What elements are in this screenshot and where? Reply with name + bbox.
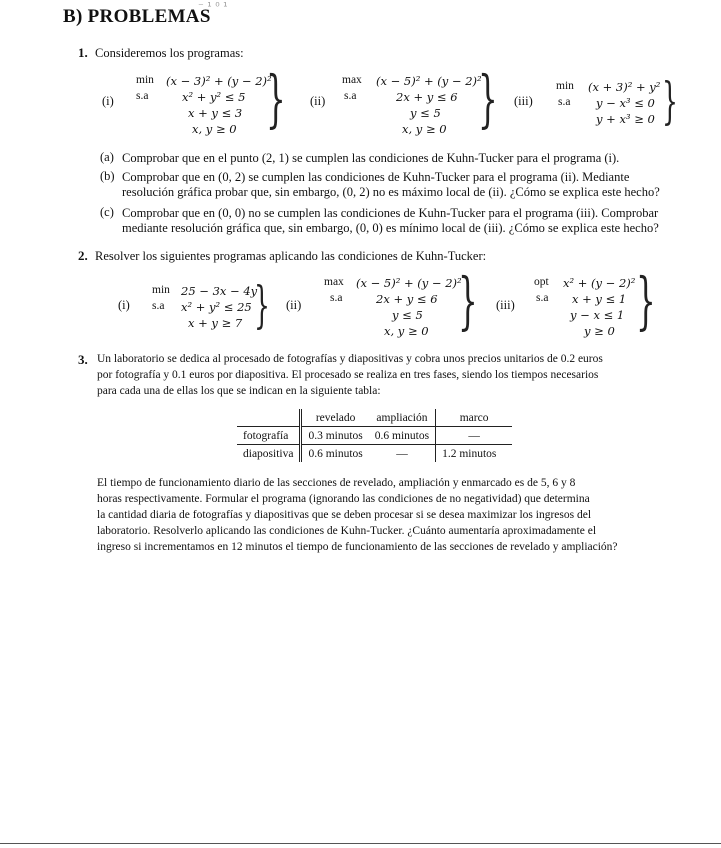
- p1-ii-objective: (x − 5)² + (y − 2)²: [376, 74, 482, 88]
- p1-iii-brace-icon: }: [662, 72, 678, 130]
- table-header-row: [237, 409, 512, 427]
- p1-iii-constraint-1: y − x³ ≤ 0: [596, 96, 655, 110]
- problem-3-number: 3.: [78, 352, 88, 367]
- table-cell: 0.6 minutos: [374, 429, 430, 442]
- p2-i-kw-1: s.a: [152, 300, 165, 312]
- p3-text-line-2: por fotografía y 0.1 euros por diapositiva. El procesado se realiza en tres fases, siendo los tiempos necesarios: [97, 369, 599, 381]
- p1-i-objective: (x − 3)² + (y − 2)²: [166, 74, 272, 88]
- p3-text2-line-3: la cantidad diaria de fotografías y diapositivas que se deben procesar si se desea maximizar los ingresos del: [97, 509, 592, 521]
- table-row-label: diapositiva: [237, 445, 301, 463]
- p2-ii-brace-icon: }: [458, 264, 478, 337]
- p1-program-iii-label: (iii): [514, 94, 533, 108]
- p2-iii-objective: x² + (y − 2)²: [563, 276, 636, 290]
- p1-program-i-label: (i): [102, 94, 114, 108]
- times-table: [237, 409, 512, 462]
- p1-i-kw-0: min: [136, 74, 154, 86]
- p1-ii-kw-0: max: [342, 74, 362, 86]
- table-cell: —: [436, 427, 513, 445]
- p2-program-iii-label: (iii): [496, 298, 515, 312]
- p1-i-kw-1: s.a: [136, 90, 149, 102]
- p1-ii-constraint-1: 2x + y ≤ 6: [396, 90, 458, 104]
- p1-i-constraint-3: x, y ≥ 0: [192, 122, 237, 136]
- p3-text2-line-1: El tiempo de funcionamiento diario de las secciones de revelado, ampliación y enmarcado es de 5, 6 y 8: [97, 477, 576, 489]
- p2-i-brace-icon: }: [254, 276, 270, 334]
- table-row: [237, 445, 512, 463]
- p1-item-a-label: (a): [100, 150, 114, 164]
- p1-item-a-text: Comprobar que en el punto (2, 1) se cumplen las condiciones de Kuhn-Tucker para el programa (i).: [122, 151, 620, 165]
- table-corner: [237, 409, 301, 427]
- p3-text2-line-5: ingreso si incrementamos en 12 minutos el tiempo de funcionamiento de las secciones de revelado y ampliación?: [97, 541, 618, 553]
- p1-iii-kw-0: min: [556, 80, 574, 92]
- p1-item-c-label: (c): [100, 205, 114, 219]
- problem-2-number: 2.: [78, 248, 88, 263]
- p2-ii-kw-0: max: [324, 276, 344, 288]
- table-header-revelado: revelado: [315, 411, 356, 424]
- p2-iii-kw-1: s.a: [536, 292, 549, 304]
- p1-ii-brace-icon: }: [478, 62, 498, 135]
- table-cell: —: [396, 447, 408, 460]
- p2-iii-constraint-2: y − x ≤ 1: [570, 308, 625, 322]
- p1-iii-objective: (x + 3)² + y²: [588, 80, 661, 94]
- table-cell: 1.2 minutos: [436, 445, 513, 463]
- p3-text-line-1: Un laboratorio se dedica al procesado de fotografías y diapositivas y cobra unos precios unitarios de 0.2 euros: [97, 353, 603, 365]
- p2-program-ii-label: (ii): [286, 298, 302, 312]
- p1-item-b-label: (b): [100, 169, 115, 183]
- p3-text2-line-4: laboratorio. Resolverlo aplicando las condiciones de Kuhn-Tucker. ¿Cuánto aumentaría aproximadamente el: [97, 525, 597, 537]
- p2-i-objective: 25 − 3x − 4y: [181, 284, 258, 298]
- p2-iii-constraint-3: y ≥ 0: [584, 324, 615, 338]
- problem-2-intro: Resolver los siguientes programas aplicando las condiciones de Kuhn-Tucker:: [95, 249, 487, 263]
- p1-iii-constraint-2: y + x³ ≥ 0: [596, 112, 655, 126]
- p2-iii-kw-0: opt: [534, 276, 549, 288]
- p1-i-brace-icon: }: [266, 62, 286, 135]
- p3-text-line-3: para cada una de ellas los que se indican en la siguiente tabla:: [97, 385, 381, 397]
- table-header-ampliacion: ampliación: [376, 411, 428, 424]
- p2-iii-constraint-1: x + y ≤ 1: [572, 292, 627, 306]
- scan-edge-divider: [0, 843, 721, 844]
- p2-i-constraint-1: x² + y² ≤ 25: [181, 300, 252, 314]
- p1-item-b-text-2: resolución gráfica probar que, sin embargo, (0, 2) no es máximo local de (ii). ¿Cómo se explica este hecho?: [122, 185, 660, 199]
- p2-i-kw-0: min: [152, 284, 170, 296]
- p1-ii-kw-1: s.a: [344, 90, 357, 102]
- p1-iii-kw-1: s.a: [558, 96, 571, 108]
- table-row: [237, 427, 512, 445]
- p3-text2-line-2: horas respectivamente. Formular el programa (ignorando las condiciones de no negatividad) que determina: [97, 493, 590, 505]
- table-row-label: fotografía: [237, 427, 301, 445]
- table-header-marco: marco: [436, 409, 513, 427]
- p2-ii-objective: (x − 5)² + (y − 2)²: [356, 276, 462, 290]
- problem-1-intro: Consideremos los programas:: [95, 46, 244, 60]
- p1-i-constraint-2: x + y ≤ 3: [188, 106, 243, 120]
- p2-ii-kw-1: s.a: [330, 292, 343, 304]
- p1-item-c-text-1: Comprobar que en (0, 0) no se cumplen las condiciones de Kuhn-Tucker para el programa (iii). Comprobar: [122, 206, 659, 220]
- p2-ii-constraint-1: 2x + y ≤ 6: [376, 292, 438, 306]
- p1-i-constraint-1: x² + y² ≤ 5: [182, 90, 246, 104]
- table-cell: 0.6 minutos: [308, 447, 363, 460]
- p2-program-i-label: (i): [118, 298, 130, 312]
- p1-ii-constraint-3: x, y ≥ 0: [402, 122, 447, 136]
- problem-1-number: 1.: [78, 45, 88, 60]
- table-cell: 0.3 minutos: [308, 429, 363, 442]
- p1-item-c-text-2: mediante resolución gráfica que, sin embargo, (0, 0) es mínimo local de (iii). ¿Cómo se explica este hecho?: [122, 221, 659, 235]
- section-heading: B) PROBLEMAS: [63, 6, 211, 27]
- margin-scribble: ⁻ ¹ ⁰ ¹: [198, 0, 228, 13]
- p2-iii-brace-icon: }: [636, 264, 656, 337]
- p2-i-constraint-2: x + y ≥ 7: [188, 316, 243, 330]
- p1-program-ii-label: (ii): [310, 94, 326, 108]
- p1-item-b-text-1: Comprobar que en (0, 2) se cumplen las condiciones de Kuhn-Tucker para el programa (ii). Mediante: [122, 170, 630, 184]
- p2-ii-constraint-3: x, y ≥ 0: [384, 324, 429, 338]
- p1-ii-constraint-2: y ≤ 5: [410, 106, 441, 120]
- p2-ii-constraint-2: y ≤ 5: [392, 308, 423, 322]
